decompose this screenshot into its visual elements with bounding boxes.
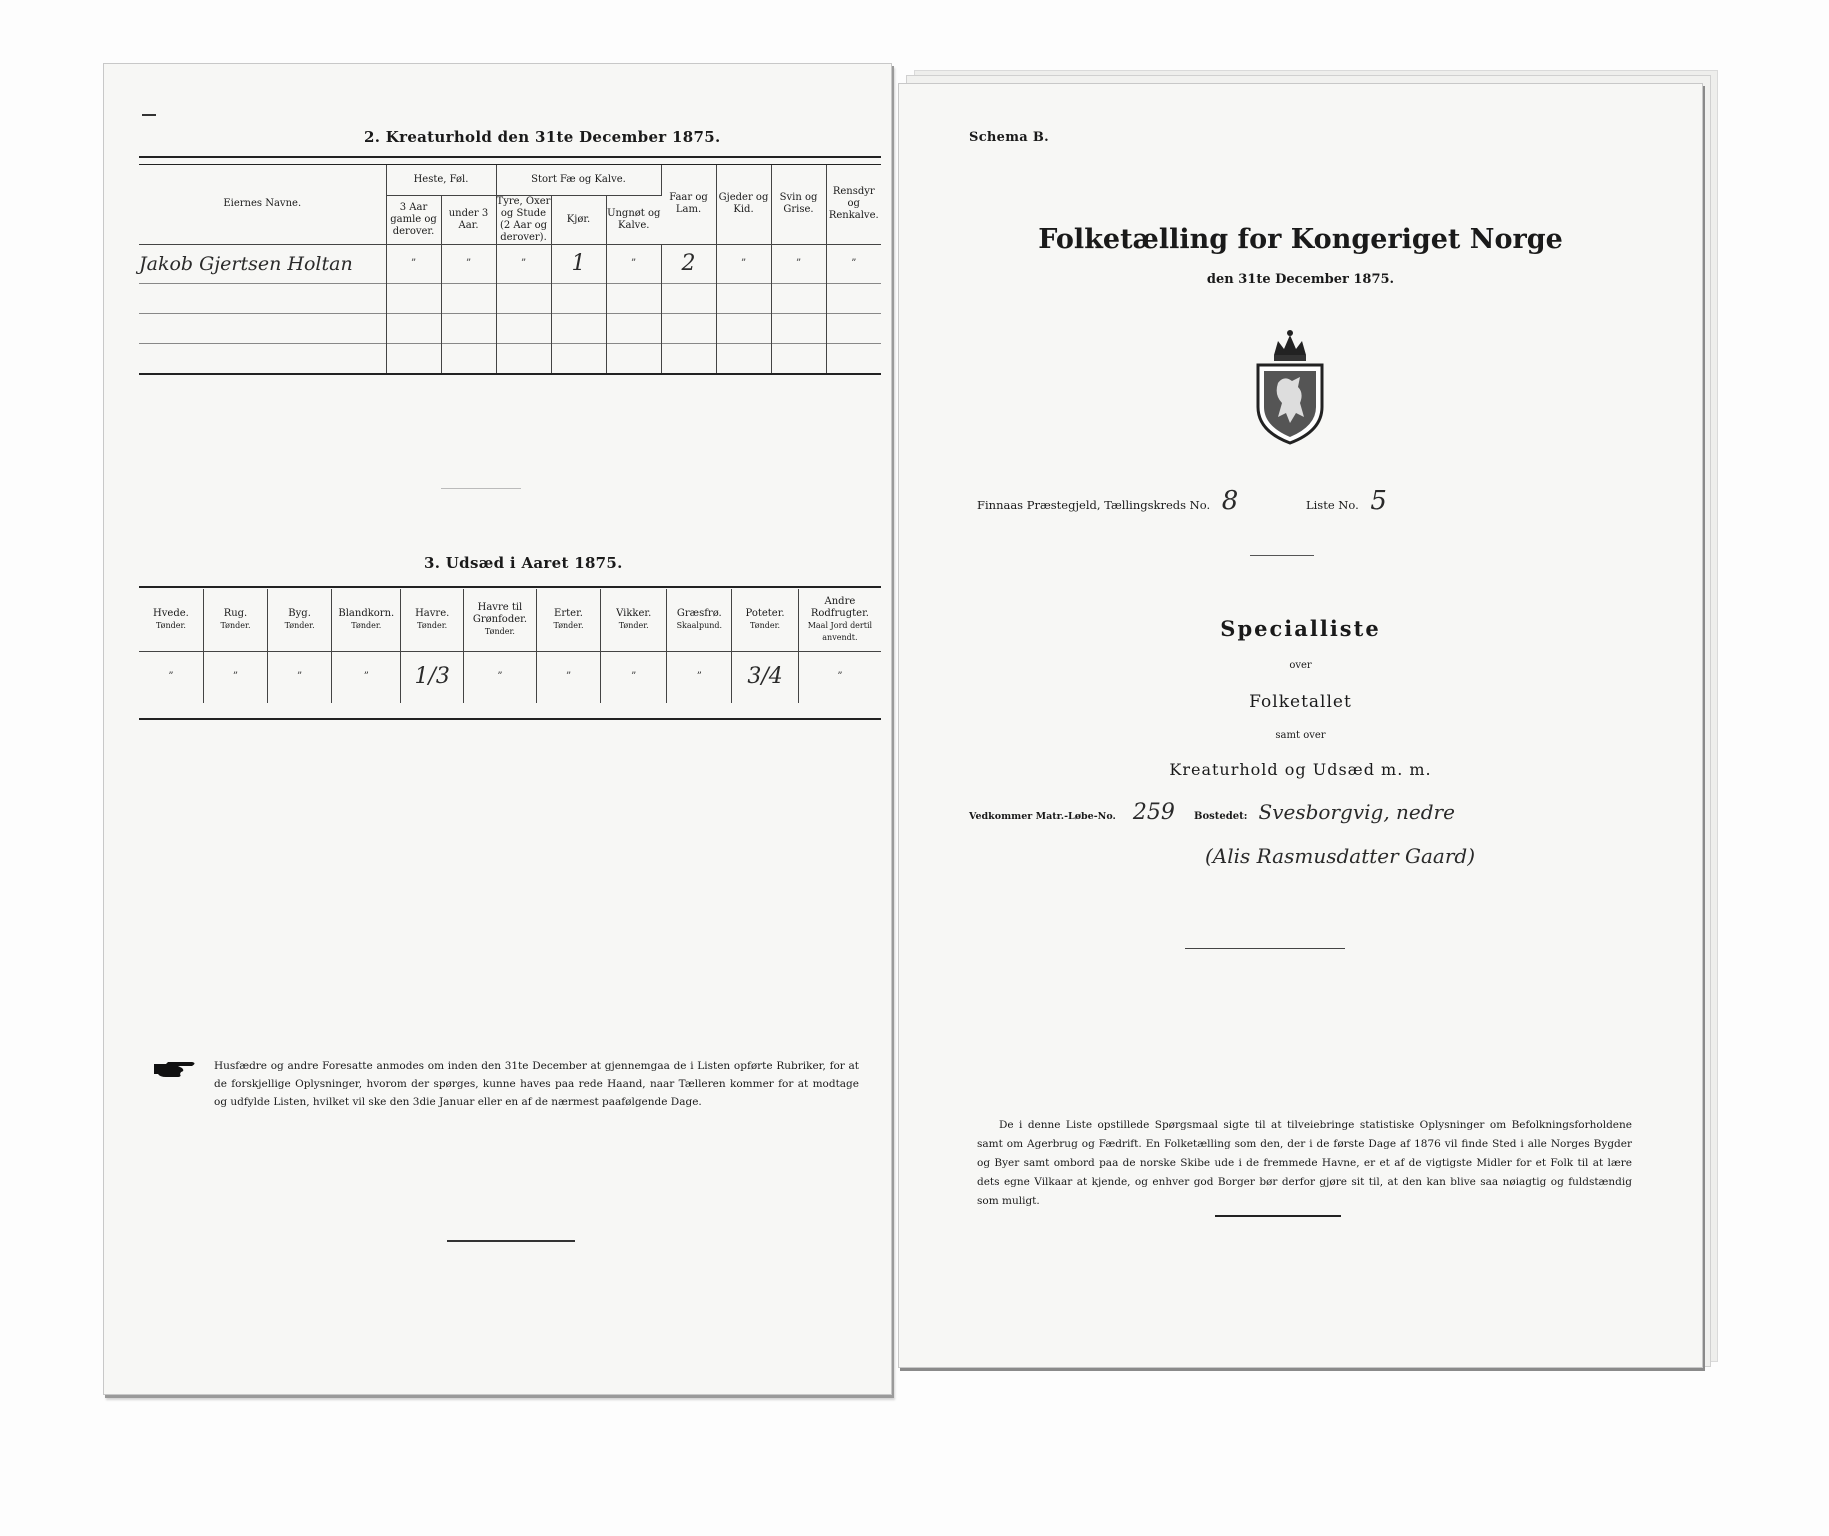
left-page bbox=[103, 63, 892, 1395]
seed-value: ” bbox=[268, 651, 332, 703]
seed-value: ” bbox=[203, 651, 267, 703]
divider bbox=[1250, 555, 1314, 556]
census-date: den 31te December 1875. bbox=[1206, 272, 1395, 287]
pointing-hand-icon bbox=[152, 1058, 198, 1080]
footer-text: De i denne Liste opstillede Spørgsmaal sigte til at tilveiebringe statistiske Oplysninger om Befolkningsforholdene samt om Agerbrug og Fædrift. En Folketælling som den, der i de første Dage af 1876 vil finde Sted i alle Norges Bygder og Byer samt ombord paa de norske Skibe ude i de fremmede Havne, er et af de vigtigste Midler for et Folk til at lære dets egne Vilkaar at kjende, og enhver god Borger bør derfor gjøre sit til, at den kan blive saa nøiagtig og fuldstændig som muligt. bbox=[977, 1119, 1632, 1207]
seed-header-hvede: Hvede. Tønder. bbox=[139, 589, 203, 651]
header-cattle-b: Kjør. bbox=[551, 195, 606, 244]
seed-header-vikker: Vikker. Tønder. bbox=[601, 589, 667, 651]
margin-mark bbox=[142, 114, 156, 116]
cell-value: ” bbox=[386, 244, 441, 283]
seed-header-rodfrugter: Andre Rodfrugter. Maal Jord dertil anvendt. bbox=[807, 595, 873, 642]
livestock-table bbox=[139, 165, 881, 373]
over-label: over bbox=[1289, 660, 1312, 671]
district-number: 8 bbox=[1221, 486, 1239, 516]
parish-line: Finnaas Præstegjeld, Tællingskreds No. 8 Liste No. 5 bbox=[977, 486, 1387, 516]
header-horses-b: under 3 Aar. bbox=[441, 195, 496, 244]
seed-header-havre: Havre. Tønder. bbox=[401, 589, 464, 651]
specialliste-heading: Specialliste bbox=[1220, 616, 1381, 641]
matr-line: Vedkommer Matr.-Løbe-No. 259 Bostedet: Svesborgvig, nedre bbox=[969, 800, 1455, 825]
seed-value: ” bbox=[837, 671, 843, 683]
list-number: 5 bbox=[1370, 486, 1387, 516]
seed-value: ” bbox=[667, 651, 732, 703]
seed-value: ” bbox=[463, 651, 536, 703]
header-pigs: Svin og Grise. bbox=[771, 165, 826, 244]
rule bbox=[139, 586, 881, 588]
header-cattle-a: Tyre, Oxer og Stude (2 Aar og derover). bbox=[496, 195, 551, 243]
seed-value: 1/3 bbox=[401, 651, 464, 703]
divider bbox=[447, 1240, 575, 1242]
owner-name: Jakob Gjertsen Holtan bbox=[139, 244, 386, 283]
matr-number: 259 bbox=[1132, 800, 1175, 825]
folketallet-label: Folketallet bbox=[1249, 692, 1352, 712]
header-owner: Eiernes Navne. bbox=[139, 165, 386, 244]
divider bbox=[1185, 948, 1345, 949]
header-horses-a: 3 Aar gamle og derover. bbox=[386, 195, 441, 244]
seed-value: ” bbox=[536, 651, 600, 703]
seed-value: ” bbox=[139, 651, 203, 703]
instructions-note: Husfædre og andre Foresatte anmodes om inden den 31te December at gjennemgaa de i Listen opførte Rubriker, for at de forskjellige Oplysninger, hvorom der spørges, kunne haves paa rede Haand, naar Tælleren kommer for at modtage og udfylde Listen, hvilket vil ske den 3die Januar eller en af de nærmest paafølgende Dage. bbox=[214, 1060, 859, 1108]
cell-value: ” bbox=[716, 244, 771, 283]
divider bbox=[1215, 1215, 1341, 1217]
rule bbox=[139, 373, 881, 375]
coat-of-arms-icon bbox=[1244, 327, 1336, 447]
seed-header-graesfro: Græsfrø. Skaalpund. bbox=[667, 589, 732, 651]
seed-header-havre-gronfoder: Havre til Grønfoder. Tønder. bbox=[463, 589, 536, 651]
seed-value: ” bbox=[332, 651, 401, 703]
cell-value: ” bbox=[771, 244, 826, 283]
section2-title: 2. Kreaturhold den 31te December 1875. bbox=[364, 128, 721, 146]
header-reindeer: Rensdyr og Renkalve. bbox=[828, 186, 879, 222]
cell-value: ” bbox=[441, 244, 496, 283]
seed-value: 3/4 bbox=[732, 651, 799, 703]
schema-label: Schema B. bbox=[969, 130, 1049, 145]
header-cattle-c: Ungnøt og Kalve. bbox=[607, 207, 661, 231]
right-page bbox=[898, 83, 1703, 1368]
cell-value: 1 bbox=[551, 244, 606, 283]
header-horses: Heste, Føl. bbox=[386, 165, 496, 195]
cell-value: ” bbox=[606, 244, 661, 283]
seed-value: ” bbox=[601, 651, 667, 703]
section3-title: 3. Udsæd i Aaret 1875. bbox=[424, 554, 623, 572]
divider bbox=[441, 488, 521, 489]
seed-header-rug: Rug. Tønder. bbox=[203, 589, 267, 651]
seed-header-byg: Byg. Tønder. bbox=[268, 589, 332, 651]
seed-table bbox=[139, 589, 881, 703]
bostedet-value-2: (Alis Rasmusdatter Gaard) bbox=[1205, 844, 1476, 868]
rule bbox=[139, 718, 881, 720]
main-title: Folketælling for Kongeriget Norge bbox=[1038, 224, 1563, 255]
header-cattle: Stort Fæ og Kalve. bbox=[496, 165, 661, 195]
seed-header-erter: Erter. Tønder. bbox=[536, 589, 600, 651]
cell-value: ” bbox=[496, 244, 551, 283]
kreaturhold-label: Kreaturhold og Udsæd m. m. bbox=[1169, 760, 1432, 779]
seed-header-poteter: Poteter. Tønder. bbox=[732, 589, 799, 651]
samt-over-label: samt over bbox=[1275, 730, 1326, 741]
seed-header-blandkorn: Blandkorn. Tønder. bbox=[332, 589, 401, 651]
cell-value: ” bbox=[851, 257, 857, 269]
header-sheep: Faar og Lam. bbox=[661, 165, 716, 244]
header-goats: Gjeder og Kid. bbox=[716, 165, 771, 244]
cell-value: 2 bbox=[661, 244, 716, 283]
bostedet-value: Svesborgvig, nedre bbox=[1258, 800, 1455, 824]
rule bbox=[139, 156, 881, 158]
